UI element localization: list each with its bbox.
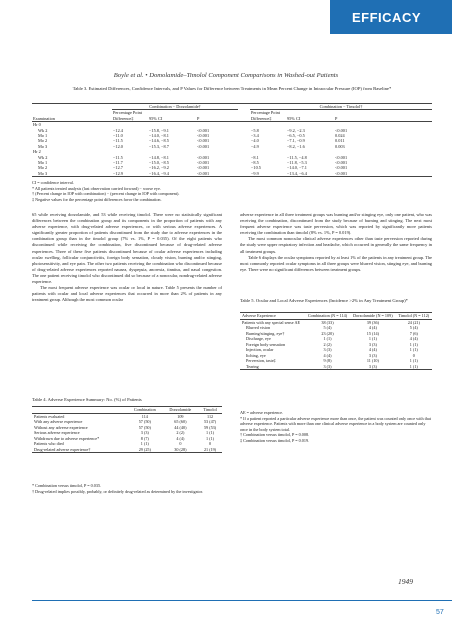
table3-exam-cell: Wk 2	[38, 154, 48, 160]
table3-diff-cell: −5.8	[251, 127, 259, 133]
section-banner: EFFICACY	[330, 0, 452, 34]
table3-ci-cell: −13.4, −6.4	[287, 170, 307, 176]
table3-diff-cell: −12.9	[113, 170, 123, 176]
page-rule	[32, 600, 452, 601]
table4-header: Combination	[133, 407, 156, 412]
right-paragraph-2: The most common nonocular clinical adverse experiences other than taste perversion reported during the study were upper respiratory infection and headache, which occurred in generally the same frequency in all treatment groups.	[240, 236, 432, 254]
table4-header: Timolol	[203, 407, 217, 412]
table5-value-cell: 24 (21)	[407, 319, 420, 325]
right-paragraph-1: adverse experience in all three treatment groups was burning and/or stinging eye, only one patient, who was receiving the combination, discontinued from the study because of burning and stinging. The next most frequent adverse experience was taste perversion, which was reported by significantly more patients receiving the combination than timolol (8% vs. 1%, P = 0.019).	[240, 212, 432, 236]
right-paragraph-3: Table 6 displays the ocular symptoms reported by at least 1% of the patients in any treatment group. The most commonly reported ocular symptoms in all three groups were blurred vision, stinging eye, and burning eye. There were no significant differences between treatment groups.	[240, 254, 432, 272]
table3-exam-cell: Mo 3	[38, 170, 48, 176]
table4-value-cell: 21 (19)	[203, 446, 217, 452]
table5-value-cell: 39 (36)	[366, 319, 379, 325]
table3-section-label: Hr 0	[33, 122, 41, 128]
footnote: † Drug-related implies possibly, probably, or definitely drug-related as determined by the investigator.	[32, 488, 203, 494]
table3-ci-cell: −8.2, −1.6	[287, 143, 305, 149]
table3-diff-cell: −12.4	[113, 127, 123, 133]
table4-value-cell: 1 (1)	[206, 435, 215, 441]
table3-p-cell: <0.001	[335, 170, 348, 176]
table3-group2: Combination − Timolol†	[250, 104, 432, 110]
table3-p-cell: <0.001	[197, 154, 210, 160]
table4-value-cell: 4 (4)	[176, 435, 185, 441]
table3-ci-cell: −16.4, −9.4	[149, 170, 169, 176]
footnote: CI = confidence interval.	[32, 180, 74, 185]
table3-p-cell: 0.003	[335, 143, 345, 149]
table5-value-cell: 4 (4)	[368, 347, 377, 352]
table4-value-cell: 30 (28)	[174, 446, 187, 452]
table5-value-cell: 3 (3)	[368, 341, 377, 347]
right-column	[240, 212, 432, 273]
table5-value-cell: 7 (6)	[409, 330, 418, 336]
table5-value-cell: 1 (1)	[409, 341, 418, 347]
table5-value-cell: 0	[412, 352, 415, 358]
table4-value-cell: 57 (50)	[138, 419, 151, 424]
table3-col-pct-1: Percentage Point Difference‡	[113, 110, 142, 121]
table4-footnotes	[32, 483, 222, 494]
table5-label-cell: Itching, eye	[246, 352, 266, 358]
table5-value-cell: 1 (1)	[409, 363, 418, 369]
table3-exam-cell: Mo 2	[38, 165, 48, 171]
table3-diff-cell: −4.9	[251, 143, 259, 149]
table3-p-cell: <0.001	[335, 154, 348, 160]
table5-label-cell: Patients with any special sense AE	[242, 319, 301, 325]
table3-section-label: Hr 2	[33, 149, 41, 155]
table4-value-cell: 3 (3)	[140, 430, 149, 435]
page-number: 57	[436, 609, 444, 616]
table5-footnotes	[240, 410, 432, 444]
table4-caption: Table 4. Adverse Experience Summary: No. (%) of Patients	[32, 397, 142, 402]
table3-exam-cell: Mo 1	[38, 160, 48, 166]
table3-exam-cell: Mo 3	[38, 143, 48, 149]
footnote: AE = adverse experience.	[240, 410, 284, 415]
table5-header: Dorzolamide (N = 109)	[353, 313, 393, 318]
table3-ci-cell: −6.5, −0.5	[287, 133, 305, 139]
table3-ci-cell: −15.3, −8.7	[149, 143, 169, 149]
table4-value-cell: 112	[207, 413, 214, 419]
table3-ci-cell: −15.0, −8.5	[149, 160, 169, 166]
table3-p-cell: <0.001	[197, 133, 210, 139]
table3-p-cell: <0.001	[197, 138, 210, 144]
table3-diff-cell: −9.9	[251, 170, 259, 176]
table4-label-cell: With any adverse experience	[34, 419, 83, 424]
footnote: * All patients treated analysis (last observation carried forward) − worse eye.	[32, 185, 161, 191]
table3-ci-cell: −11.5, −4.8	[287, 154, 307, 160]
table5-header: Combination (N = 114)	[307, 313, 348, 318]
table3-diff-cell: −3.4	[251, 133, 259, 139]
table4	[32, 406, 222, 453]
table5-value-cell: 3 (3)	[323, 363, 332, 369]
table5-label-cell: Burning/stinging, eye†	[246, 330, 285, 336]
table3-caption: Table 3. Estimated Differences, Confidence Intervals, and P Values for Difference between Treatments in Mean Percent Change in Intraocular Pressure (IOP) from Baseline*	[72, 86, 392, 91]
table3-exam-cell: Mo 2	[38, 138, 48, 144]
table3-exam-cell: Mo 1	[38, 133, 48, 139]
footnote: ‡ Combination versus timolol, P = 0.019.	[240, 437, 310, 443]
table5-value-cell: 5 (4)	[323, 325, 332, 330]
table5-value-cell: 23 (20)	[321, 330, 334, 336]
table3-diff-cell: −11.7	[113, 160, 123, 166]
table3-ci-cell: −14.0, −7.1	[287, 165, 307, 171]
table3-ci-cell: −9.2, −2.3	[287, 127, 305, 133]
table4-value-cell: 53 (47)	[203, 419, 217, 424]
table5-value-cell: 11 (10)	[366, 358, 379, 363]
table3-diff-cell: −12.0	[113, 143, 123, 149]
table3-diff-cell: −12.7	[113, 165, 123, 171]
table3-ci-cell: −15.8, −9.1	[149, 127, 169, 133]
table3-col-ci-1: 95% CI	[149, 115, 163, 121]
table5-value-cell: 38 (33)	[321, 319, 334, 325]
table4-value-cell: 57 (50)	[138, 424, 151, 430]
table5	[240, 312, 432, 370]
table3-ci-cell: −14.0, −8.1	[149, 133, 169, 139]
table3-col-pct-2: Percentage Point Difference‡	[251, 110, 280, 121]
table5-value-cell: 5 (4)	[409, 325, 418, 330]
table5-label-cell: Injection, ocular	[246, 347, 274, 352]
table3-group1: Combination − Dorzolamide†	[112, 104, 238, 110]
table5-value-cell: 1 (1)	[323, 336, 332, 341]
table5-value-cell: 9 (8)	[323, 358, 332, 363]
table5-caption: Table 5. Ocular and Local Adverse Experiences (Incidence >2% in Any Treatment Group)*	[240, 298, 408, 303]
table5-value-cell: 15 (14)	[366, 330, 379, 336]
table3-exam-cell: Wk 2	[38, 127, 48, 133]
table5-value-cell: 4 (4)	[323, 352, 332, 358]
table3-diff-cell: −10.5	[251, 165, 261, 171]
table5-value-cell: 3 (3)	[323, 347, 332, 352]
table5-label-cell: Blurred vision	[246, 325, 271, 330]
table4-value-cell: 0	[209, 441, 212, 446]
table3-diff-cell: −4.0	[251, 138, 259, 144]
table4-value-cell: 44 (40)	[174, 424, 187, 430]
table5-value-cell: 3 (3)	[368, 363, 377, 369]
table5-label-cell: Tearing	[246, 363, 259, 369]
table3-diff-cell: −11.5	[113, 138, 123, 144]
table3-diff-cell: −8.5	[251, 160, 259, 166]
footnote: † (Percent change in IOP with combination) − (percent change in IOP with component).	[32, 191, 180, 197]
table4-label-cell: Drug-related adverse experience†	[34, 446, 91, 452]
table4-value-cell: 59 (53)	[203, 424, 217, 430]
footnote: * If a patient reported a particular adverse experience more than once, the patient was counted only once with that adverse experience. Patients with more than one clinical adverse experience in a body system are counted only once in the body system total.	[240, 415, 431, 432]
left-column	[32, 212, 222, 303]
table4-value-cell: 1 (1)	[206, 430, 215, 435]
footnote: ‡ Negative values for the percentage point differences favor the combination.	[32, 196, 162, 202]
table5-value-cell: 1 (1)	[368, 336, 377, 341]
table3-p-cell: <0.001	[197, 170, 210, 176]
table3-diff-cell: −11.5	[113, 154, 123, 160]
footnote: † Combination versus timolol, P = 0.008.	[240, 432, 310, 438]
table4-value-cell: 109	[177, 413, 184, 419]
table3-ci-cell: −14.6, −8.5	[149, 138, 169, 144]
left-paragraph-1: 65 while receiving dorzolamide, and 53 while receiving timolol. There were no statistically significant differences between the combination group and its components in the proportion of patients with any adverse experience, with drug-related adverse experiences, or with serious adverse experiences. A significantly greater proportion of patients discontinued from the study due to adverse experiences in the combination group than in the timolol group (7% vs. 1%, P = 0.035). Of the eight patients who discontinued while receiving the combination, five discontinued because of drug-related adverse experiences. Three of these five patients discontinued because of ocular adverse experiences including ocular swelling, follicular conjunctivitis, foreign body sensation, cloudy vision, burning and/or stinging, photosensitivity, and eye pain. The other two patients receiving the combination who discontinued because of drug-related adverse experiences reported nausea, dyspepsia, anorexia, tinnitus, and nasal congestion. The one patient receiving timolol who discontinued did so because of a nonocular, nondrug-related adverse experience.	[32, 212, 222, 285]
table3-p-cell: <0.001	[197, 143, 210, 149]
table3-p-cell: <0.001	[335, 160, 348, 166]
table4-label-cell: Without any adverse experience	[34, 424, 88, 430]
table5-value-cell: 1 (1)	[409, 347, 418, 352]
table3-ci-cell: −11.8, −5.3	[287, 160, 307, 166]
table5-header: Timolol (N = 112)	[398, 313, 430, 318]
table5-label-cell: Discharge, eye	[246, 336, 271, 341]
table3-p-cell: <0.001	[197, 165, 210, 171]
table5-label-cell: Perversion, taste‡	[246, 358, 276, 363]
table5-value-cell: 2 (2)	[323, 341, 332, 347]
table4-value-cell: 114	[141, 413, 148, 419]
table3-col-p-2: P	[335, 115, 338, 121]
running-head: Boyle et al. • Domolamide–Timolol Component Comparisons in Washed-out Patients	[113, 72, 339, 79]
table4-label-cell: Withdrawn due to adverse experience*	[34, 435, 100, 441]
table3-p-cell: <0.001	[335, 127, 348, 133]
table3	[32, 103, 432, 177]
table3-diff-cell: −8.1	[251, 154, 259, 160]
table3-p-cell: 0.011	[335, 138, 345, 144]
table3-body	[32, 122, 432, 177]
table3-col-ci-2: 95% CI	[287, 115, 301, 121]
table5-label-cell: Foreign body sensation	[246, 341, 286, 347]
table3-footnotes	[32, 180, 412, 202]
table5-value-cell: 1 (1)	[409, 358, 418, 363]
table5-value-cell: 4 (4)	[368, 325, 377, 330]
table3-p-cell: <0.001	[197, 160, 210, 166]
table3-p-cell: <0.001	[197, 127, 210, 133]
table3-col-exam: Examination	[33, 115, 55, 121]
table4-value-cell: 65 (60)	[174, 419, 187, 424]
footnote: * Combination versus timolol, P = 0.035.	[32, 483, 102, 488]
table5-header: Adverse Experience	[242, 313, 276, 318]
table4-value-cell: 0	[179, 441, 182, 446]
table5-value-cell: 4 (4)	[409, 336, 418, 341]
table3-col-p-1: P	[197, 115, 200, 121]
left-paragraph-2: The most frequent adverse experience was ocular or local in nature. Table 5 presents the number of patients with ocular and local adverse experiences that occurred in more than 2% of patients in any treatment group. Although the most common ocular	[32, 285, 222, 303]
table4-header: Dorzolamide	[169, 407, 192, 412]
table4-value-cell: 1 (1)	[140, 441, 149, 446]
table4-value-cell: 2 (2)	[176, 430, 185, 435]
table3-ci-cell: −14.8, −8.1	[149, 154, 169, 160]
table3-ci-cell: −7.1, −0.9	[287, 138, 305, 144]
table3-p-cell: 0.024	[335, 133, 345, 139]
table4-label-cell: Patients evaluated	[34, 413, 65, 419]
table4-label-cell: Serious adverse experience	[34, 430, 80, 435]
table4-label-cell: Patients who died	[34, 441, 64, 446]
year: 1949	[398, 577, 413, 586]
table4-value-cell: 29 (25)	[138, 446, 151, 452]
table3-ci-cell: −16.2, −9.2	[149, 165, 169, 171]
table5-value-cell: 3 (3)	[368, 352, 377, 358]
table4-value-cell: 8 (7)	[140, 435, 149, 441]
table3-diff-cell: −11.0	[113, 133, 123, 139]
table3-p-cell: <0.001	[335, 165, 348, 171]
